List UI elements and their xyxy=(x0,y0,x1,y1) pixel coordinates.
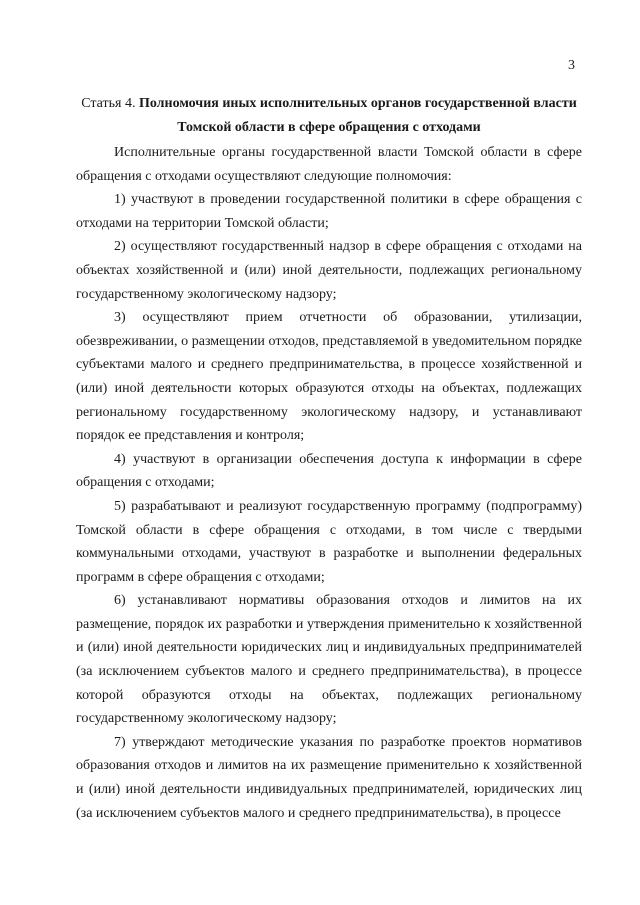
paragraph: 6) устанавливают нормативы образования отходов и лимитов на их размещение, порядок их разработки и утверждения применительно к хозяйственной и (или) иной деятельности юридических лиц и индивидуальных предпринимателей (за исключением субъектов малого и среднего предпринимательства), в процессе которой образуются отходы на объектах, подлежащих региональному государственному экологическому надзору; xyxy=(76,593,582,727)
page-number: 3 xyxy=(568,58,575,73)
paragraph: 1) участвуют в проведении государственной политики в сфере обращения с отходами на территории Томской области; xyxy=(76,192,582,231)
article-heading xyxy=(76,92,582,140)
paragraph: Исполнительные органы государственной власти Томской области в сфере обращения с отходами осуществляют следующие полномочия: xyxy=(76,145,582,184)
paragraph: 3) осуществляют прием отчетности об образовании, утилизации, обезвреживании, о размещении отходов, представляемой в уведомительном порядке субъектами малого и среднего предпринимательства, в процессе хозяйственной и (или) иной деятельности которых образуются отходы на объектах, подлежащих региональному государственному экологическому надзору, и устанавливают порядок ее представления и контроля; xyxy=(76,310,582,444)
article-title: Полномочия иных исполнительных органов государственной власти Томской области в сфере обращения с отходами xyxy=(138,96,577,135)
article-body xyxy=(76,141,582,825)
paragraph: 4) участвуют в организации обеспечения доступа к информации в сфере обращения с отходами; xyxy=(76,451,582,491)
paragraph: 2) осуществляют государственный надзор в сфере обращения с отходами на объектах хозяйственной и (или) иной деятельности, подлежащих региональному государственному экологическому надзору; xyxy=(76,239,582,302)
paragraph: 5) разрабатывают и реализуют государственную программу (подпрограмму) Томской области в сфере обращения с отходами, в том числе с твердыми коммунальными отходами, участвуют в разработке и выполнении федеральных программ в сфере обращения с отходами; xyxy=(76,498,582,585)
article-label: Статья 4. xyxy=(81,96,136,111)
paragraph: 7) утверждают методические указания по разработке проектов нормативов образования отходов и лимитов на их размещение применительно к хозяйственной и (или) иной деятельности индивидуальных предпринимателей, юридических лиц (за исключением субъектов малого и среднего предпринимательства), в процессе xyxy=(76,734,582,821)
